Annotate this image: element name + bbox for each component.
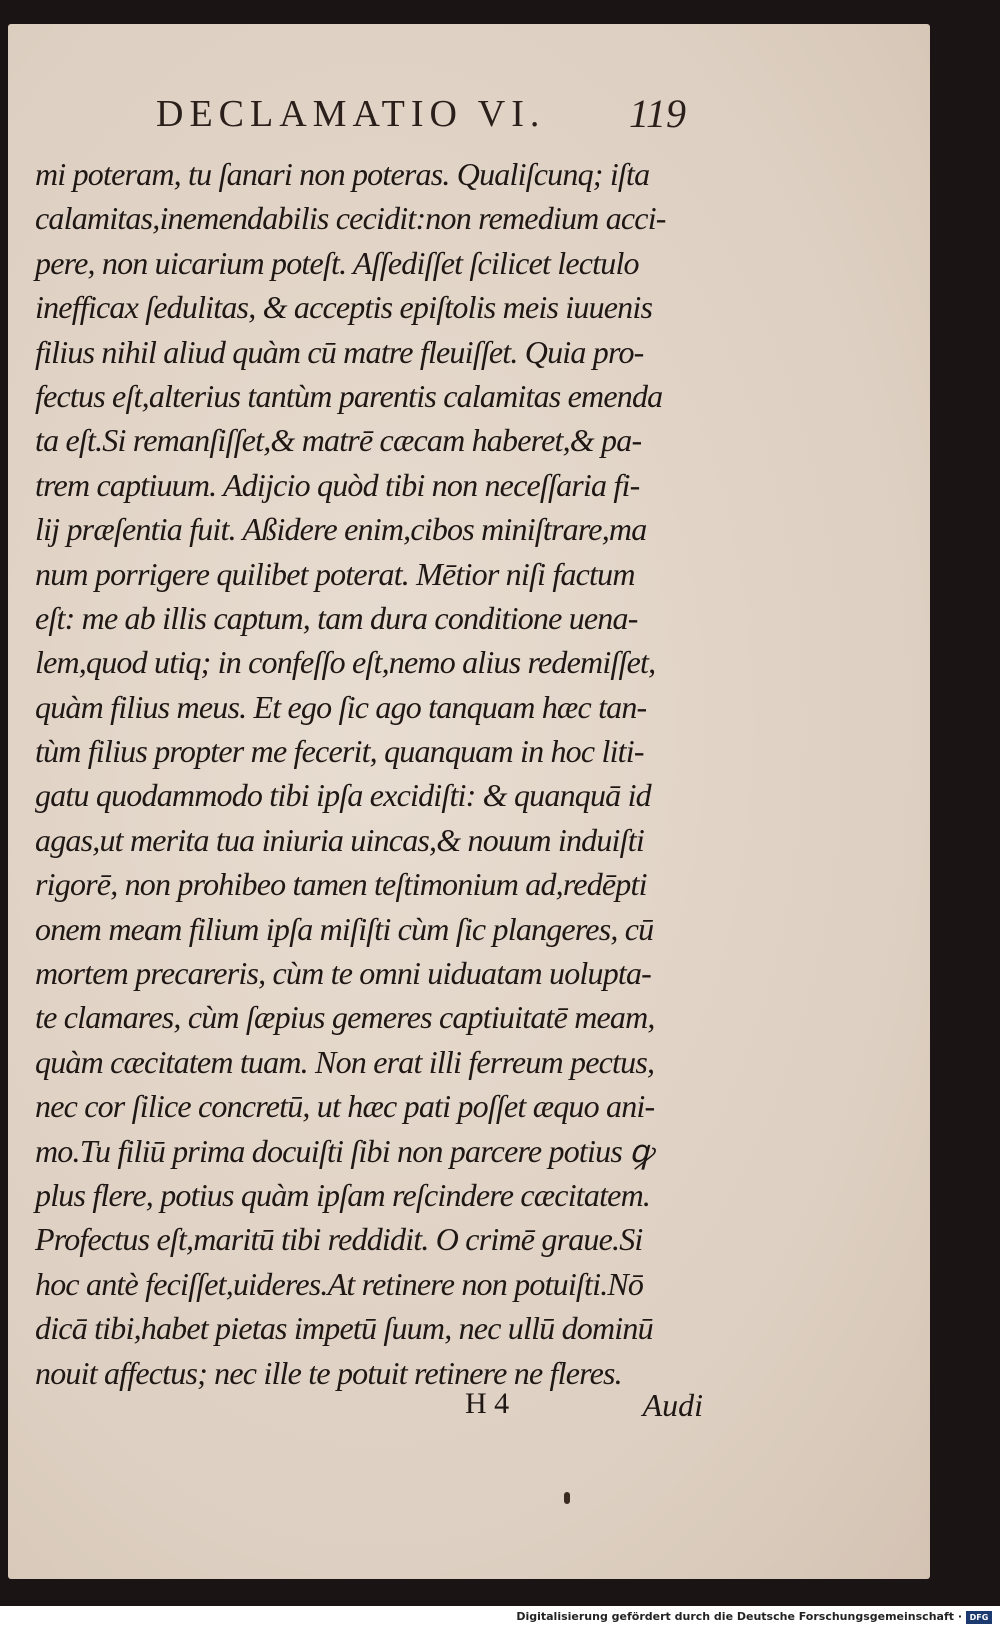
ink-spot — [564, 1492, 570, 1504]
text-line: eſt: me ab illis captum, tam dura conditione uena- — [35, 599, 638, 636]
text-line: gatu quodammodo tibi ipſa excidiſti: & quanquā id — [35, 777, 651, 814]
text-line: mi poteram, tu ſanari non poteras. Qualiſcunq; iſta — [35, 156, 650, 192]
text-line: nec cor ſilice concretū, ut hæc pati poſſet æquo ani- — [35, 1088, 655, 1125]
dfg-logo: DFG — [966, 1611, 992, 1624]
text-line: mortem precareris, cùm te omni uiduatam uolupta- — [35, 955, 652, 992]
text-line: quàm cæcitatem tuam. Non erat illi ferreum pectus, — [35, 1043, 655, 1080]
body-text — [35, 152, 715, 1395]
signature-mark: H 4 — [465, 1387, 510, 1420]
page-footer — [453, 1387, 703, 1431]
page-number: 119 — [628, 91, 686, 136]
text-line: ta eſt.Si remanſiſſet,& matrē cæcam haberet,& pa- — [35, 422, 642, 459]
text-line: lij præſentia fuit. Aßidere enim,cibos miniſtrare,ma — [35, 511, 647, 548]
text-line: num porrigere quilibet poterat. Mētior niſi factum — [35, 555, 635, 592]
text-line: te clamares, cùm ſæpius gemeres captiuitatē meam, — [35, 999, 655, 1036]
text-line: plus flere, potius quàm ipſam reſcindere cæcitatem. — [35, 1176, 651, 1213]
text-line: inefficax ſedulitas, & acceptis epiſtolis meis iuuenis — [35, 289, 653, 326]
text-line: filius nihil aliud quàm cū matre fleuiſſet. Quia pro- — [35, 333, 644, 370]
text-line: nouit affectus; nec ille te potuit retinere ne fleres. — [35, 1354, 622, 1391]
text-line: rigorē, non prohibeo tamen teſtimonium ad,redēpti — [35, 866, 647, 903]
text-line: onem meam filium ipſa miſiſti cùm ſic plangeres, cū — [35, 910, 654, 947]
catchword: Audi — [642, 1387, 703, 1423]
text-line: hoc antè feciſſet,uideres.At retinere non potuiſti.Nō — [35, 1265, 644, 1302]
running-head: DECLAMATIO VI. — [156, 93, 546, 135]
text-line: pere, non uicarium poteſt. Aſſediſſet ſcilicet lectulo — [35, 244, 639, 281]
credit-bar — [0, 1606, 1000, 1628]
text-line: tùm filius propter me fecerit, quanquam in hoc liti- — [35, 733, 644, 770]
text-line: mo.Tu filiū prima docuiſti ſibi non parcere potius ꝙ — [35, 1132, 653, 1169]
text-line: fectus eſt,alterius tantùm parentis calamitas emenda — [35, 377, 663, 414]
text-line: agas,ut merita tua iniuria uincas,& nouum induiſti — [35, 821, 644, 858]
text-line: calamitas,inemendabilis cecidit:non remedium acci- — [35, 200, 666, 237]
text-line: lem,quod utiq; in confeſſo eſt,nemo alius redemiſſet, — [35, 644, 656, 681]
text-line: Profectus eſt,maritū tibi reddidit. O crimē graue.Si — [35, 1221, 643, 1258]
book-page — [8, 24, 930, 1579]
text-line: quàm filius meus. Et ego ſic ago tanquam hæc tan- — [35, 688, 647, 725]
credit-text: Digitalisierung gefördert durch die Deutsche Forschungsgemeinschaft · — [516, 1610, 962, 1623]
text-line: trem captiuum. Adijcio quòd tibi non neceſſaria fi- — [35, 466, 640, 503]
text-line: dicā tibi,habet pietas impetū ſuum, nec ullū dominū — [35, 1310, 653, 1347]
page-header — [146, 88, 686, 138]
